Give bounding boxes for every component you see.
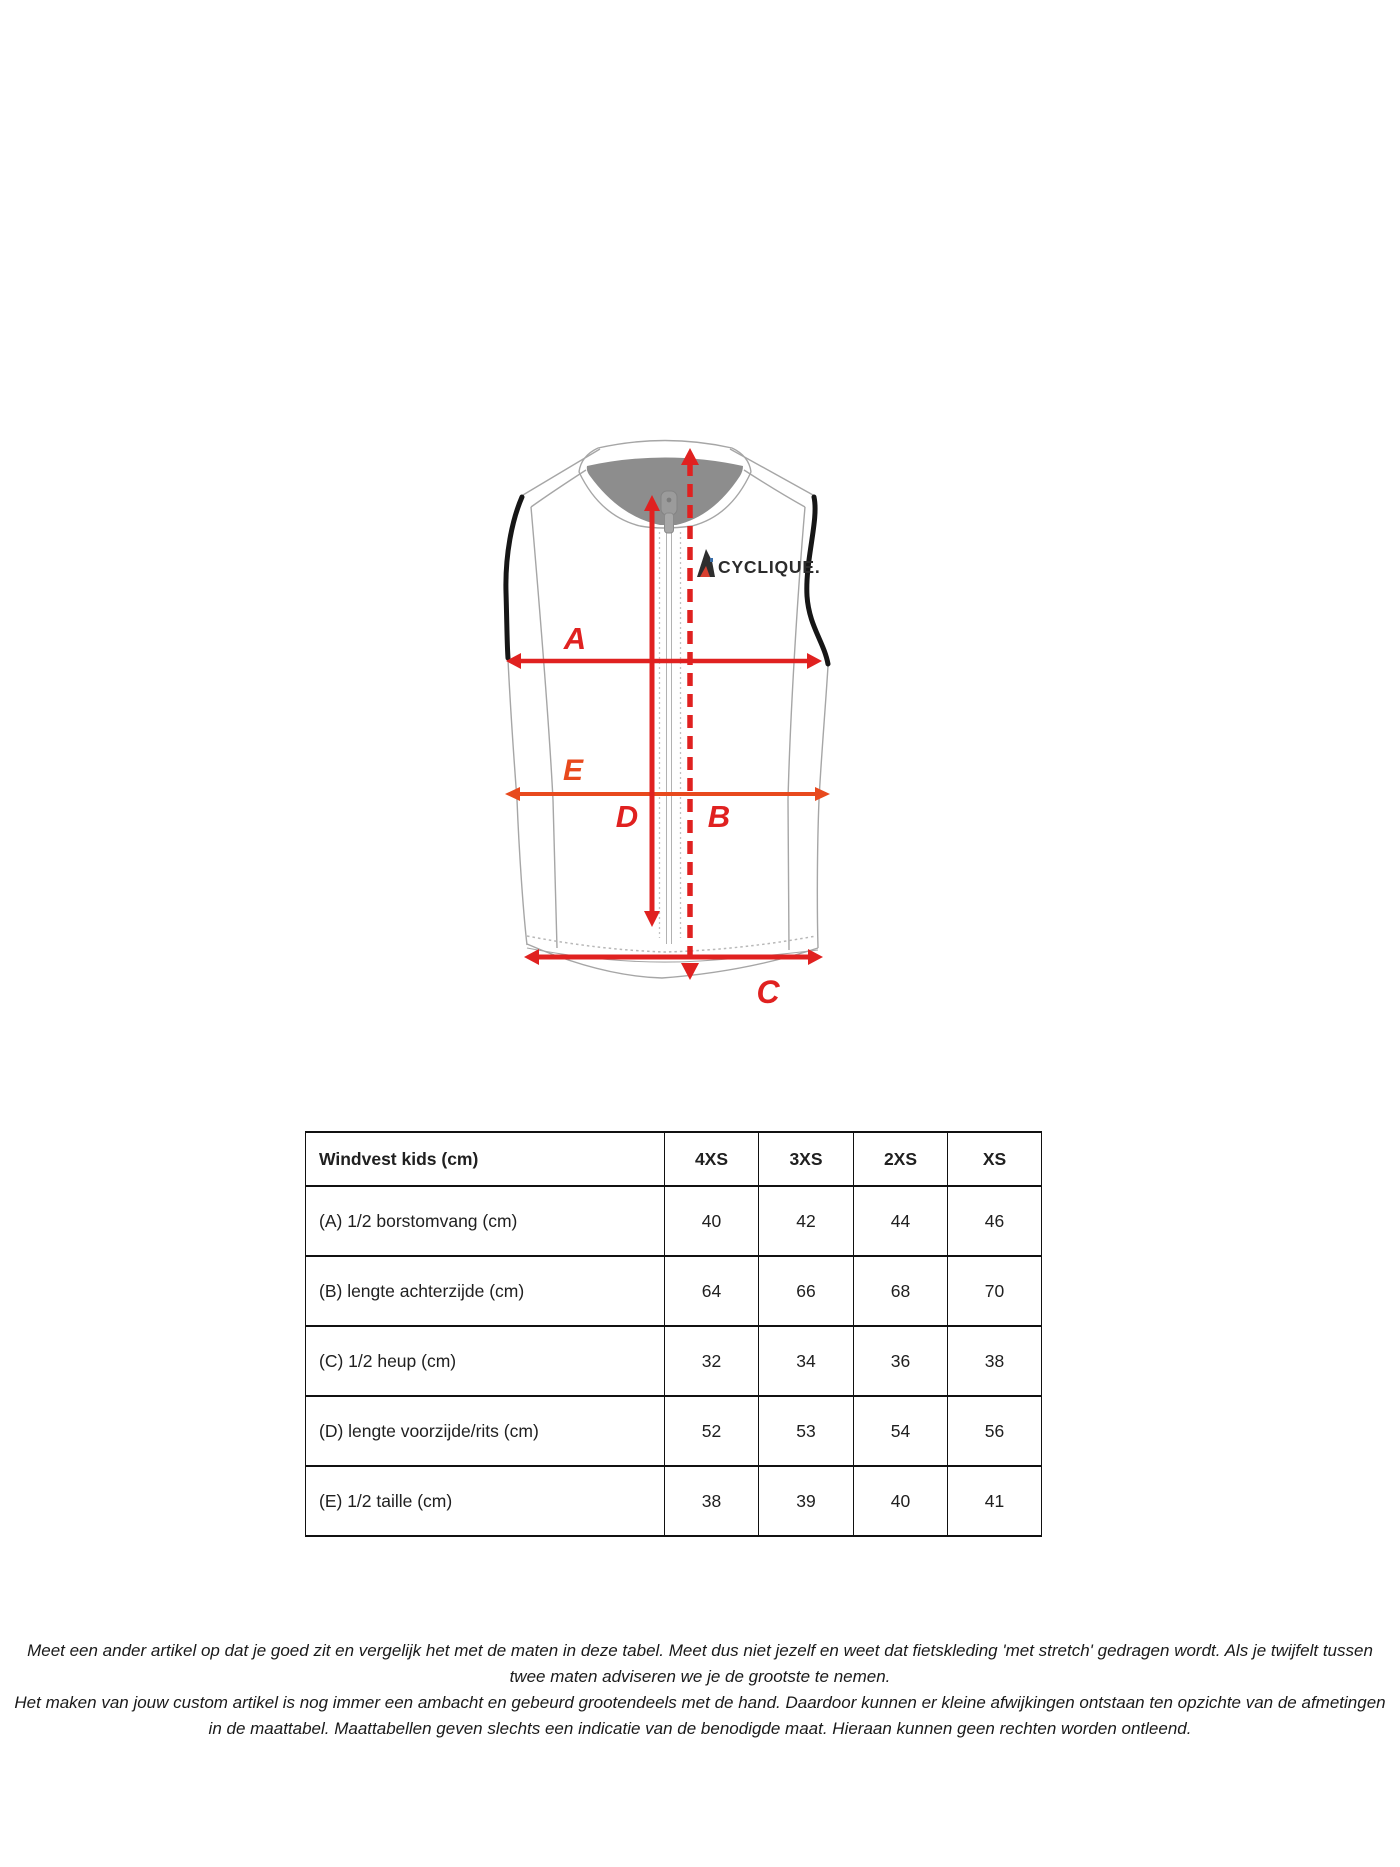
measure-label-C: C (756, 974, 780, 1010)
table-row (306, 1256, 1042, 1326)
measure-arrow-C (524, 949, 823, 965)
measurement-notes (12, 1638, 1388, 1742)
table-row (306, 1186, 1042, 1256)
table-row (306, 1326, 1042, 1396)
measure-arrow-A (506, 653, 822, 669)
size-col-2xs: 2XS (854, 1132, 948, 1186)
row-label: (C) 1/2 heup (cm) (306, 1326, 665, 1396)
measure-arrow-E (505, 787, 830, 801)
row-value: 42 (759, 1186, 854, 1256)
row-value: 36 (854, 1326, 948, 1396)
measure-arrow-B (681, 448, 699, 980)
size-col-3xs: 3XS (759, 1132, 854, 1186)
size-table (305, 1131, 1042, 1537)
row-label: (D) lengte voorzijde/rits (cm) (306, 1396, 665, 1466)
row-value: 64 (665, 1256, 759, 1326)
table-row (306, 1466, 1042, 1536)
zipper (660, 491, 681, 944)
measure-label-D: D (615, 799, 639, 834)
brand-logo-text: CYCLIQUE. (718, 557, 821, 577)
row-value: 54 (854, 1396, 948, 1466)
row-label: (E) 1/2 taille (cm) (306, 1466, 665, 1536)
size-col-4xs: 4XS (665, 1132, 759, 1186)
row-value: 66 (759, 1256, 854, 1326)
row-value: 68 (854, 1256, 948, 1326)
measure-arrow-D (644, 495, 660, 927)
row-value: 39 (759, 1466, 854, 1536)
size-table-header-row (306, 1132, 1042, 1186)
row-value: 34 (759, 1326, 854, 1396)
vest-measurement-diagram (490, 430, 850, 1020)
brand-logo-icon (697, 549, 715, 577)
row-label: (B) lengte achterzijde (cm) (306, 1256, 665, 1326)
row-value: 40 (665, 1186, 759, 1256)
measure-label-A: A (563, 621, 587, 656)
row-value: 46 (948, 1186, 1042, 1256)
row-value: 56 (948, 1396, 1042, 1466)
row-value: 44 (854, 1186, 948, 1256)
row-value: 32 (665, 1326, 759, 1396)
size-table-title: Windvest kids (cm) (306, 1132, 665, 1186)
row-value: 70 (948, 1256, 1042, 1326)
row-value: 38 (948, 1326, 1042, 1396)
row-value: 38 (665, 1466, 759, 1536)
note-paragraph-2: Het maken van jouw custom artikel is nog immer een ambacht en gebeurd grootendeels met de hand. Daardoor kunnen er kleine afwijkingen ontstaan ten opzichte van de afmetingen in de maattabel. Maattabellen geven slechts een indicatie van de benodigde maat. Hieraan kunnen geen rechten worden ontleend. (14, 1693, 1386, 1738)
row-value: 52 (665, 1396, 759, 1466)
table-row (306, 1396, 1042, 1466)
row-value: 40 (854, 1466, 948, 1536)
row-value: 53 (759, 1396, 854, 1466)
size-col-xs: XS (948, 1132, 1042, 1186)
row-label: (A) 1/2 borstomvang (cm) (306, 1186, 665, 1256)
measure-label-E: E (562, 754, 584, 787)
row-value: 41 (948, 1466, 1042, 1536)
measure-label-B: B (707, 799, 731, 834)
zipper-pull-icon (661, 491, 677, 533)
note-paragraph-1: Meet een ander artikel op dat je goed zit en vergelijk het met de maten in deze tabel. Meet dus niet jezelf en weet dat fietskleding 'met stretch' gedragen wordt. Als je twijfelt tussen twee maten adviseren we je de grootste te nemen. (27, 1641, 1373, 1686)
